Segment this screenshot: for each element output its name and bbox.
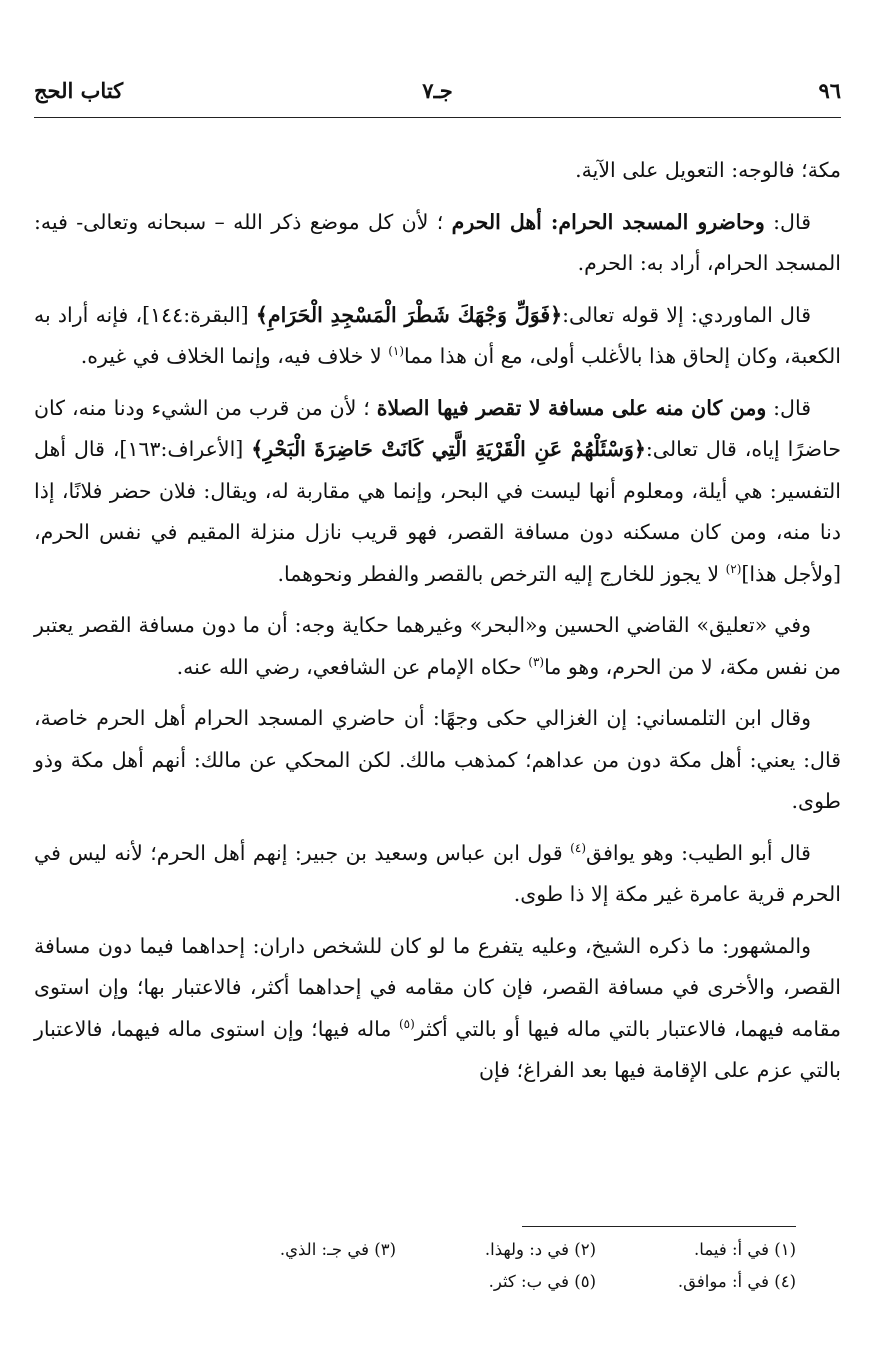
footnote: (١) في أ: فيما.: [694, 1240, 796, 1259]
footnote-row: [180, 1266, 796, 1298]
paragraph: [34, 926, 841, 1092]
text-run: لا خلاف فيه، وإنما الخلاف في غيره.: [80, 344, 389, 368]
text-run: [الأعراف:١٦٣]، قال أهل التفسير: هي أيلة، ومعلوم أنها ليست في البحر، وإنما هي مقاربة له، ويقال: فلان حضر فلانًا، إذا دنا منه، ومن كان مسكنه دون مسافة القصر، فهو قريب نازل منزلة المقيم في نفس الحرم، [ولأجل هذا]: [34, 437, 841, 586]
text-run: لا يجوز للخارج إليه الترخص بالقصر والفطر ونحوهما.: [277, 561, 726, 586]
page-number: ٩٦: [818, 78, 841, 103]
matn-text: ومن كان منه على مسافة لا تقصر فيها الصلاة: [376, 395, 767, 420]
matn-text: وحاضرو المسجد الحرام: أهل الحرم: [451, 209, 765, 234]
paragraph: [34, 388, 841, 596]
text-run: قال الماوردي: إلا قوله تعالى:: [562, 302, 811, 327]
book-title: كتاب الحج: [34, 78, 124, 103]
quran-verse: ﴿وَسْئَلْهُمْ عَنِ الْقَرْيَةِ الَّتِي كَانَتْ حَاضِرَةَ الْبَحْرِ﴾: [251, 437, 646, 461]
footnote: (٥) في ب: كثر.: [488, 1272, 596, 1291]
text-run: حكاه الإمام عن الشافعي، رضي الله عنه.: [176, 654, 529, 679]
text-run: قال:: [764, 209, 811, 234]
paragraph: [34, 698, 841, 823]
footnote-rule: [522, 1226, 796, 1227]
footnote-ref: (٣): [528, 654, 545, 669]
paragraph: [34, 202, 841, 285]
footnote: (٣) في جـ: الذي.: [279, 1240, 396, 1259]
text-run: قال أبو الطيب: وهو يوافق: [586, 840, 811, 865]
footnote: (٢) في د: ولهذا.: [484, 1240, 596, 1259]
footnote-ref: (١): [388, 344, 405, 359]
text-run: وقال ابن التلمساني: إن الغزالي حكى وجهًا: أن حاضري المسجد الحرام أهل الحرم خاصة، قال: يعني: أهل مكة دون من عداهم؛ كمذهب مالك. لكن المحكي عن مالك: أنهم أهل مكة وذو طوى.: [34, 706, 841, 813]
text-run: ماله فيها؛ وإن استوى ماله فيهما، فالاعتبار بالتي عزم على الإقامة فيها بعد الفراغ؛ فإن: [34, 1016, 841, 1082]
footnote-row: [180, 1234, 796, 1266]
text-run: ؛ لأن من قرب من الشيء ودنا منه، كان حاضرًا إياه، قال تعالى:: [34, 395, 841, 461]
quran-verse: ﴿فَوَلِّ وَجْهَكَ شَطْرَ الْمَسْجِدِ الْحَرَامِ﴾: [255, 302, 563, 327]
text-run: قول ابن عباس وسعيد بن جبير: إنهم أهل الحرم؛ لأنه ليس في الحرم قرية عامرة غير مكة إلا ذا طوى.: [34, 840, 841, 906]
text-run: [البقرة:١٤٤]، فإنه أراد به الكعبة، وكان إلحاق هذا بالأغلب أولى، مع أن هذا مما: [34, 302, 841, 368]
footnote-ref: (٥): [398, 1016, 415, 1031]
footnotes: [180, 1234, 796, 1298]
footnote-ref: (٤): [570, 840, 586, 855]
paragraph: [34, 295, 841, 378]
text-run: قال:: [766, 395, 811, 420]
footnote: (٤) في أ: موافق.: [677, 1272, 796, 1291]
main-text: [34, 150, 841, 1102]
volume-label: جـ٧: [422, 78, 453, 103]
paragraph: [34, 833, 841, 916]
paragraph: [34, 150, 841, 192]
text-run: ؛ لأن كل موضع ذكر الله – سبحانه وتعالى- فيه: المسجد الحرام، أراد به: الحرم.: [34, 209, 841, 275]
page-header: [34, 78, 841, 112]
header-rule: [34, 117, 841, 118]
text-run: مكة؛ فالوجه: التعويل على الآية.: [575, 158, 841, 182]
footnote-ref: (٢): [725, 561, 742, 576]
text-run: وفي «تعليق» القاضي الحسين و«البحر» وغيرهما حكاية وجه: أن ما دون مسافة القصر يعتبر من نفس مكة، لا من الحرم، وهو ما: [34, 613, 841, 679]
text-run: والمشهور: ما ذكره الشيخ، وعليه يتفرع ما لو كان للشخص داران: إحداهما فيما دون مسافة القصر، والأخرى في مسافة القصر، فإن كان مقامه في إحداهما أكثر، فالاعتبار بها؛ وإن استوى مقامه فيهما، فالاعتبار بالتي ماله فيها أو بالتي أكثر: [34, 933, 841, 1041]
paragraph: [34, 605, 841, 688]
